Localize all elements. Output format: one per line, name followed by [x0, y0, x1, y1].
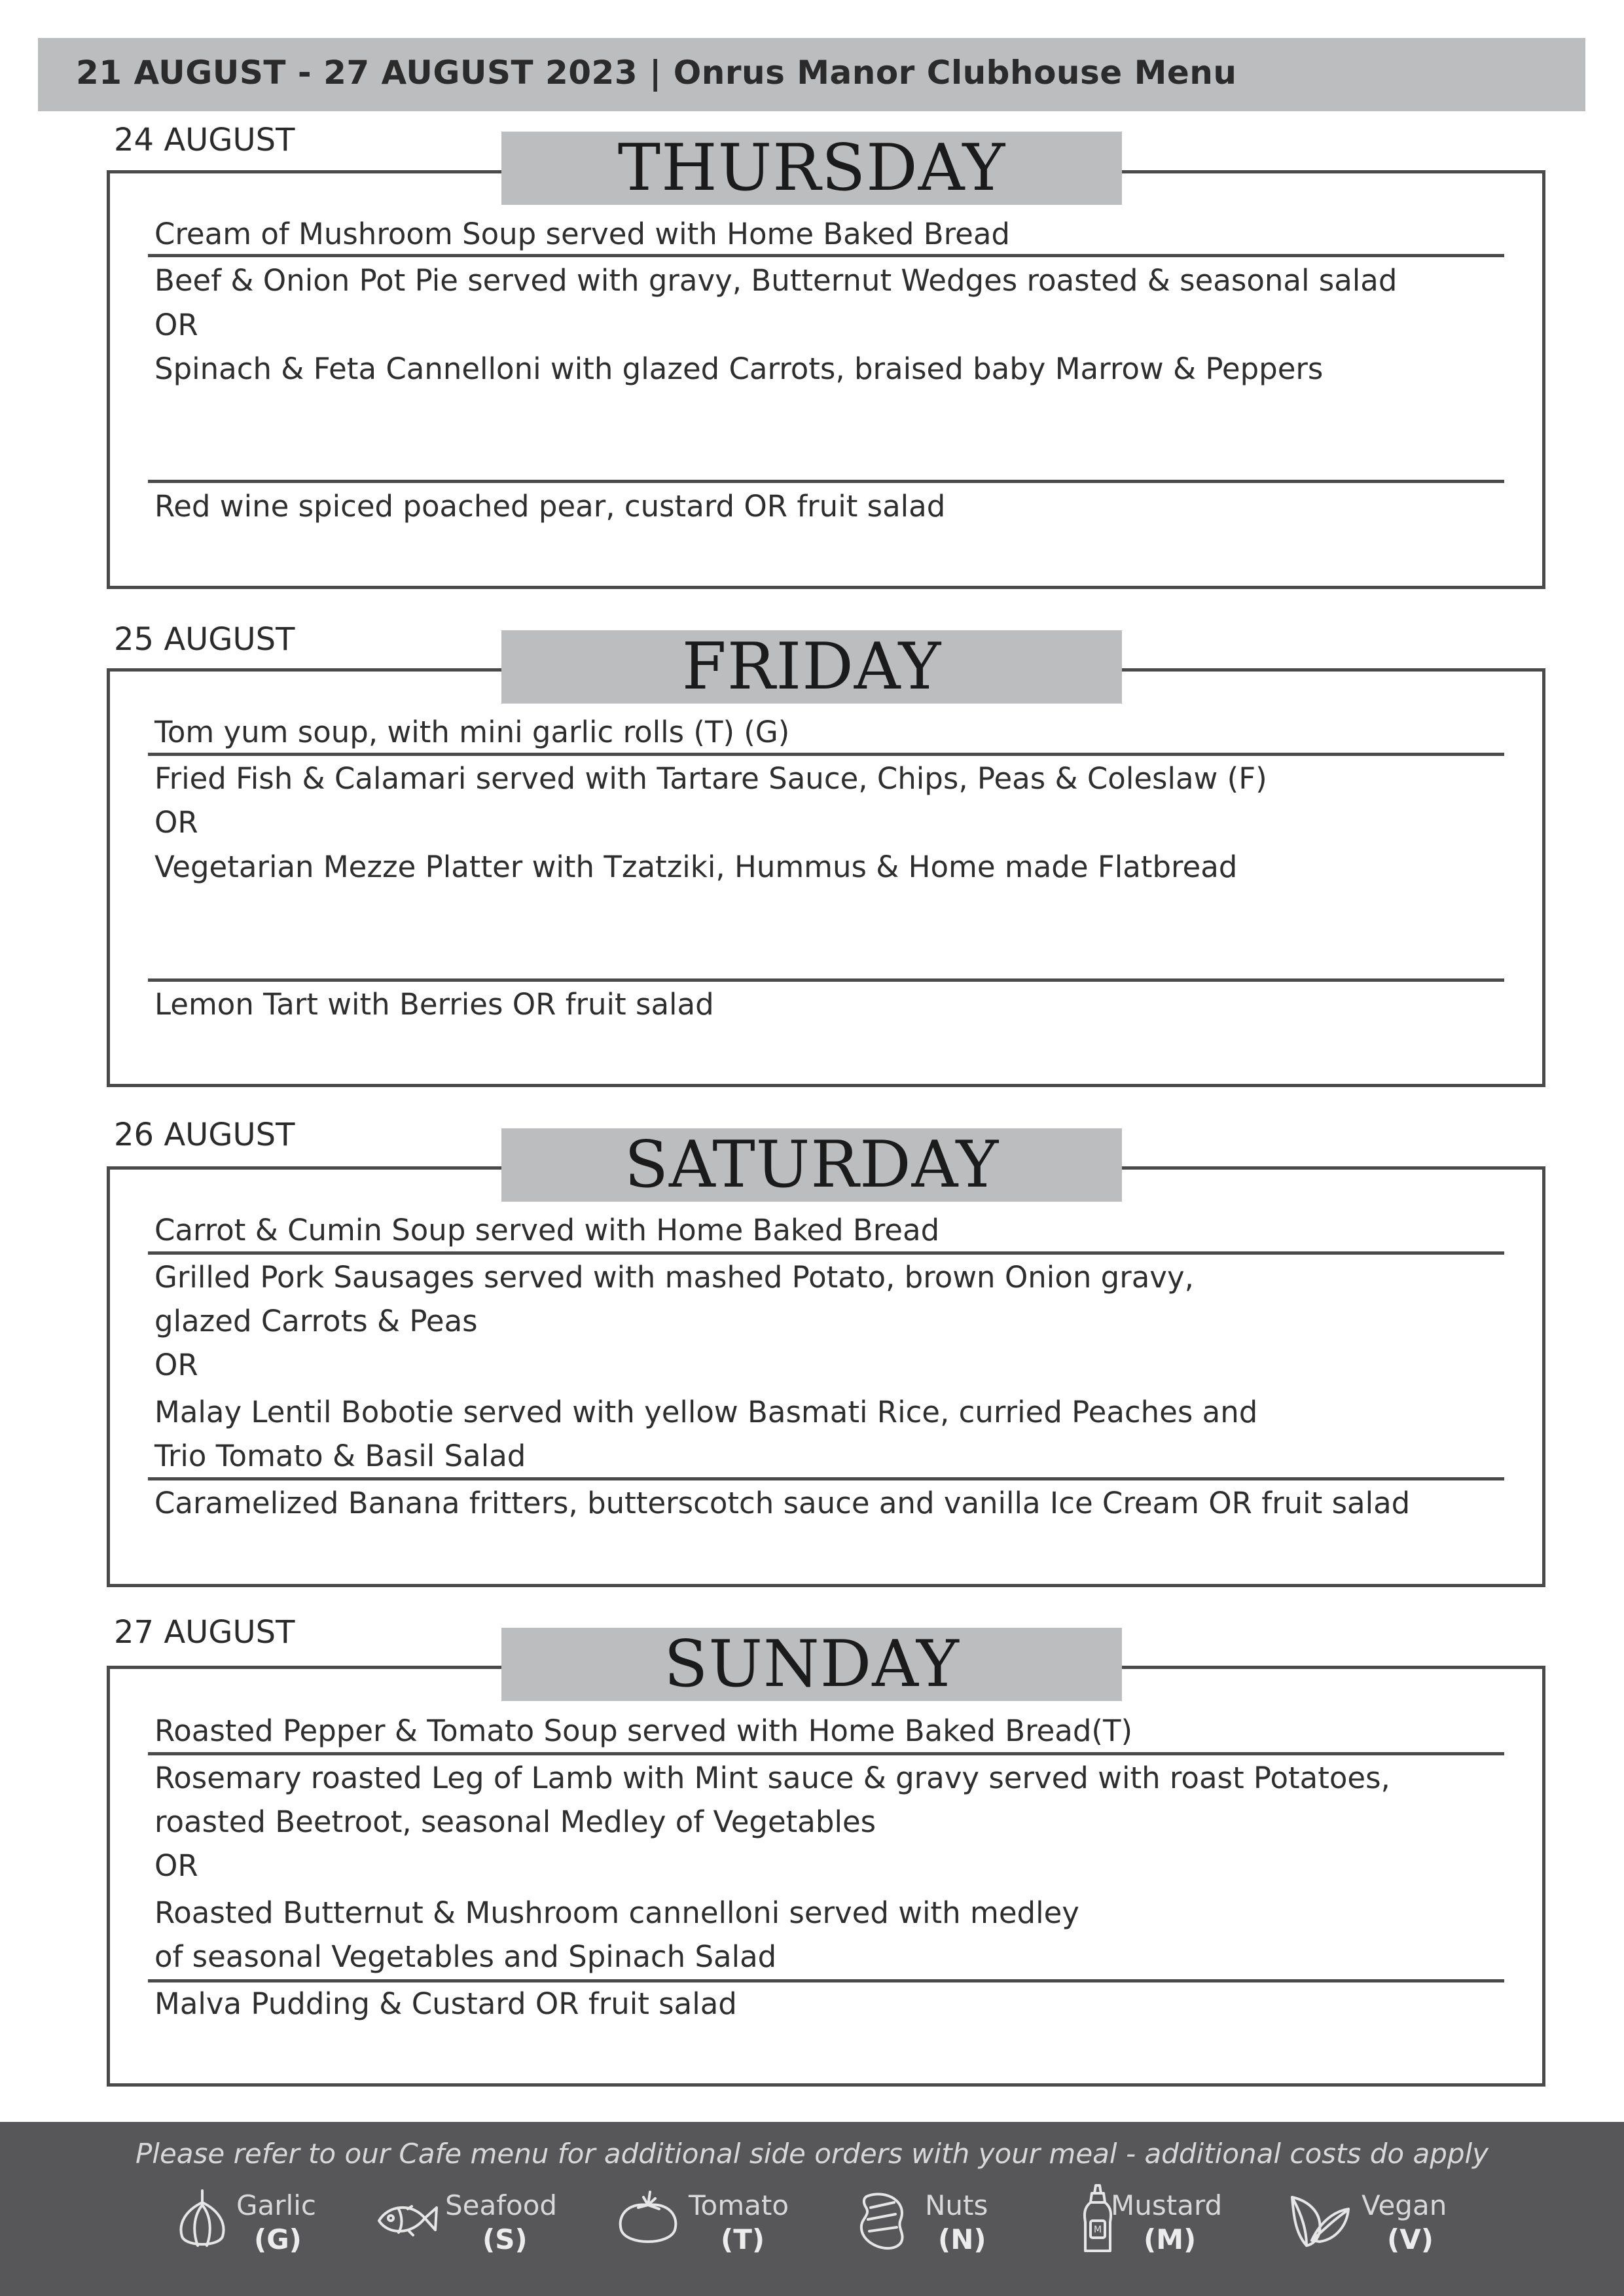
legend-label: Vegan: [1362, 2189, 1447, 2221]
legend-code: (V): [1387, 2223, 1434, 2255]
fish-icon: [370, 2183, 442, 2255]
day-date: 27 AUGUST: [114, 1614, 295, 1651]
main-course-line: roasted Beetroot, seasonal Medley of Vegetables: [154, 1804, 876, 1839]
day-date: 26 AUGUST: [114, 1117, 295, 1153]
main-course-line: Trio Tomato & Basil Salad: [154, 1439, 526, 1473]
day-date: 25 AUGUST: [114, 621, 295, 658]
menu-title: 21 AUGUST - 27 AUGUST 2023 | Onrus Manor Clubhouse Menu: [76, 54, 1237, 92]
main-course-line: glazed Carrots & Peas: [154, 1304, 478, 1338]
day-title: SUNDAY: [501, 1628, 1122, 1701]
legend-code: (M): [1144, 2223, 1197, 2255]
main-course-line: Beef & Onion Pot Pie served with gravy, Butternut Wedges roasted & seasonal salad: [154, 263, 1398, 298]
legend-label: Seafood: [445, 2189, 558, 2221]
footer-note: Please refer to our Cafe menu for additional side orders with your meal - additional costs do apply: [135, 2138, 1489, 2170]
main-course-line: OR: [154, 308, 198, 342]
garlic-icon: [166, 2183, 238, 2255]
day-title: THURSDAY: [501, 132, 1122, 205]
tomato-icon: [612, 2183, 684, 2255]
main-course-line: of seasonal Vegetables and Spinach Salad: [154, 1939, 777, 1974]
main-course-line: Vegetarian Mezze Platter with Tzatziki, Hummus & Home made Flatbread: [154, 850, 1238, 884]
dessert-item: Malva Pudding & Custard OR fruit salad: [154, 1986, 737, 2021]
legend-code: (N): [938, 2223, 986, 2255]
divider: [148, 1251, 1504, 1255]
divider: [148, 753, 1504, 756]
main-course-line: Spinach & Feta Cannelloni with glazed Carrots, braised baby Marrow & Peppers: [154, 351, 1324, 386]
nut-icon: [848, 2183, 920, 2255]
dessert-item: Red wine spiced poached pear, custard OR fruit salad: [154, 489, 946, 524]
legend-code: (S): [482, 2223, 528, 2255]
divider: [148, 978, 1504, 982]
dessert-item: Lemon Tart with Berries OR fruit salad: [154, 987, 714, 1022]
vegan-leaf-icon: [1283, 2183, 1355, 2255]
legend-label: Garlic: [236, 2189, 316, 2221]
soup-item: Cream of Mushroom Soup served with Home Baked Bread: [154, 217, 1010, 251]
legend-label: Mustard: [1111, 2189, 1223, 2221]
main-course-line: Rosemary roasted Leg of Lamb with Mint sauce & gravy served with roast Potatoes,: [154, 1761, 1390, 1795]
main-course-line: Grilled Pork Sausages served with mashed Potato, brown Onion gravy,: [154, 1260, 1194, 1295]
legend-code: (T): [721, 2223, 765, 2255]
dessert-item: Caramelized Banana fritters, butterscotch sauce and vanilla Ice Cream OR fruit salad: [154, 1486, 1411, 1520]
soup-item: Carrot & Cumin Soup served with Home Baked Bread: [154, 1213, 940, 1247]
divider: [148, 1752, 1504, 1755]
main-course-line: Fried Fish & Calamari served with Tartare Sauce, Chips, Peas & Coleslaw (F): [154, 761, 1267, 796]
main-course-line: OR: [154, 1348, 198, 1382]
day-title: FRIDAY: [501, 630, 1122, 704]
divider: [148, 254, 1504, 257]
legend-code: (G): [254, 2223, 302, 2255]
day-date: 24 AUGUST: [114, 122, 295, 158]
divider: [148, 1477, 1504, 1480]
legend-label: Tomato: [689, 2189, 789, 2221]
soup-item: Roasted Pepper & Tomato Soup served with Home Baked Bread(T): [154, 1713, 1133, 1748]
main-course-line: Roasted Butternut & Mushroom cannelloni served with medley: [154, 1895, 1079, 1930]
main-course-line: OR: [154, 805, 198, 840]
main-course-line: OR: [154, 1848, 198, 1883]
legend-label: Nuts: [925, 2189, 988, 2221]
main-course-line: Malay Lentil Bobotie served with yellow Basmati Rice, curried Peaches and: [154, 1395, 1258, 1429]
soup-item: Tom yum soup, with mini garlic rolls (T) (G): [154, 715, 790, 749]
svg-text:M: M: [1093, 2225, 1102, 2235]
divider: [148, 480, 1504, 483]
divider: [148, 1979, 1504, 1982]
day-title: SATURDAY: [501, 1128, 1122, 1202]
